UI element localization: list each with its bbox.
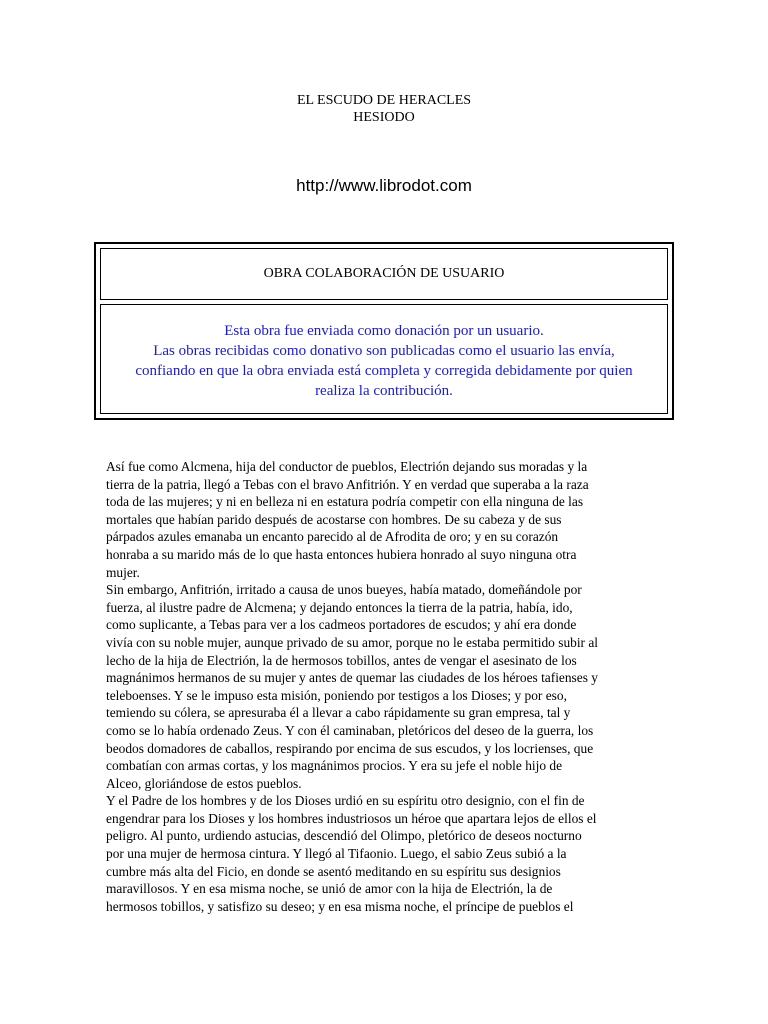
- notice-line: Las obras recibidas como donativo son publicadas como el usuario las envía,: [153, 343, 615, 359]
- body-line: por una mujer de hermosa cintura. Y llegó al Tifaonio. Luego, el sabio Zeus subió a la: [106, 846, 567, 862]
- body-line: toda de las mujeres; y ni en belleza ni en estatura podría competir con ella ninguna de las: [106, 494, 584, 510]
- body-line: Alceo, gloriándose de estos pueblos.: [106, 775, 302, 791]
- body-line: hermosos tobillos, y satisfizo su deseo; y en esa misma noche, el príncipe de pueblos el: [106, 898, 574, 914]
- body-line: peligro. Al punto, urdiendo astucias, descendió del Olimpo, pletórico de deseos nocturno: [106, 828, 582, 844]
- body-line: magnánimos hermanos de su mujer y antes de quemar las ciudades de los héroes tafienses y: [106, 670, 598, 686]
- body-line: como suplicante, a Tebas para ver a los cadmeos portadores de escudos; y ahí era donde: [106, 617, 577, 633]
- body-line: temiendo su cólera, se apresuraba él a llevar a cabo rápidamente su gran empresa, tal y: [106, 705, 571, 721]
- body-line: mujer.: [106, 564, 140, 580]
- body-line: Sin embargo, Anfitrión, irritado a causa de unos bueyes, había matado, domeñándole por: [106, 582, 582, 598]
- notice-box: [94, 242, 674, 420]
- body-line: fuerza, al ilustre padre de Alcmena; y dejando entonces la tierra de la patria, había, ido,: [106, 599, 573, 615]
- body-line: vivía con su noble mujer, aunque privado de su amor, porque no le estaba permitido subir al: [106, 634, 599, 650]
- body-line: mortales que habían parido después de acostarse con hombres. De su cabeza y de sus: [106, 511, 562, 527]
- body-line: honraba a su marido más de lo que hasta entonces hubiera honrado al suyo ninguna otra: [106, 546, 577, 562]
- notice-line: Esta obra fue enviada como donación por un usuario.: [224, 323, 544, 339]
- body-line: engendrar para los Dioses y los hombres industriosos un héroe que apartara lejos de ellos el: [106, 810, 597, 826]
- body-line: teleboenses. Y se le impuso esta misión, poniendo por testigos a los Dioses; y por eso,: [106, 687, 567, 703]
- body-line: tierra de la patria, llegó a Tebas con el bravo Anfitrión. Y en verdad que superaba a la raza: [106, 476, 589, 492]
- body-line: lecho de la hija de Electrión, la de hermosos tobillos, antes de vengar el asesinato de los: [106, 652, 577, 668]
- body-line: párpados azules emanaba un encanto parecido al de Afrodita de oro; y en su corazón: [106, 529, 559, 545]
- document-title: EL ESCUDO DE HERACLES: [296, 93, 472, 108]
- notice-body: [100, 304, 668, 414]
- body-line: maravillosos. Y en esa misma noche, se unió de amor con la hija de Electrión, la de: [106, 881, 553, 897]
- body-line: como se lo había ordenado Zeus. Y con él caminaban, pletóricos del deseo de la guerra, los: [106, 722, 594, 738]
- body-text: [106, 458, 666, 915]
- body-line: Y el Padre de los hombres y de los Dioses urdió en su espíritu otro designio, con el fin de: [106, 793, 585, 809]
- body-line: cumbre más alta del Ficio, en donde se asentó meditando en su espíritu sus designios: [106, 863, 561, 879]
- source-url: http://www.librodot.com: [296, 176, 472, 195]
- body-line: beodos domadores de caballos, respirando por encima de sus escudos, y los locrienses, que: [106, 740, 594, 756]
- body-line: Así fue como Alcmena, hija del conductor de pueblos, Electrión dejando sus moradas y la: [106, 459, 588, 474]
- body-line: combatían con armas cortas, y los magnánimos procios. Y era su jefe el noble hijo de: [106, 758, 563, 774]
- notice-line: confiando en que la obra enviada está completa y corregida debidamente por quien: [135, 363, 633, 379]
- document-author: HESIODO: [353, 110, 415, 125]
- document-header: [0, 92, 768, 126]
- notice-line: realiza la contribución.: [315, 383, 453, 399]
- notice-heading: OBRA COLABORACIÓN DE USUARIO: [100, 248, 668, 300]
